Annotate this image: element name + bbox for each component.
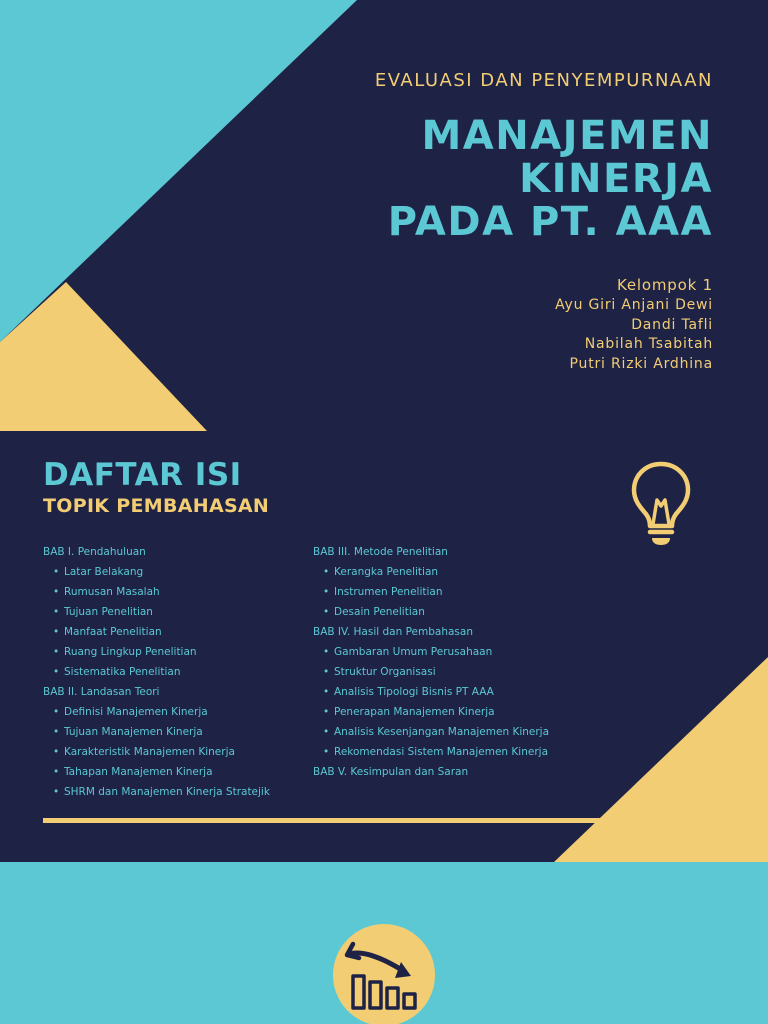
toc-entry-text: BAB V. Kesimpulan dan Saran	[313, 766, 469, 778]
toc-item	[313, 702, 549, 722]
lightbulb-icon	[630, 460, 692, 548]
toc-item	[43, 762, 270, 782]
toc-item	[313, 642, 549, 662]
bullet-icon: •	[53, 666, 60, 678]
toc-entry-text: Kerangka Penelitian	[334, 566, 439, 578]
toc-entry-text: Tahapan Manajemen Kinerja	[64, 766, 213, 778]
toc-entry-text: Desain Penelitian	[334, 606, 425, 618]
member-name: Dandi Tafli	[631, 316, 713, 333]
cover-title	[375, 115, 713, 244]
toc-entry-text: Definisi Manajemen Kinerja	[64, 706, 208, 718]
toc-entry-text: SHRM dan Manajemen Kinerja Stratejik	[64, 786, 270, 798]
bullet-icon: •	[323, 726, 330, 738]
underline-bar	[43, 818, 603, 823]
bullet-icon: •	[323, 586, 330, 598]
bullet-icon: •	[53, 726, 60, 738]
toc-item	[43, 742, 270, 762]
growth-chart-icon	[333, 924, 435, 1024]
toc-entry-text: Rumusan Masalah	[64, 586, 160, 598]
group-label: Kelompok 1	[617, 276, 713, 294]
toc-item	[43, 622, 270, 642]
toc-chapter	[43, 682, 270, 702]
toc-entry-text: Penerapan Manajemen Kinerja	[334, 706, 495, 718]
toc-item	[313, 722, 549, 742]
toc-chapter	[313, 542, 549, 562]
bullet-icon: •	[53, 566, 60, 578]
member-name: Ayu Giri Anjani Dewi	[555, 297, 713, 313]
bullet-icon: •	[53, 606, 60, 618]
toc-entry-text: Tujuan Penelitian	[64, 606, 153, 618]
toc-entry-text: BAB IV. Hasil dan Pembahasan	[313, 626, 473, 638]
cover-subtitle: EVALUASI DAN PENYEMPURNAAN	[374, 70, 713, 91]
toc-item	[43, 662, 270, 682]
member-name: Nabilah Tsabitah	[584, 336, 713, 352]
toc-item	[43, 782, 270, 802]
cover-title-line-3: PADA PT. AAA	[387, 199, 713, 245]
toc-heading	[43, 456, 269, 518]
toc-item	[313, 682, 549, 702]
cover-title-line-1: MANAJEMEN	[421, 113, 713, 159]
toc-entry-text: Rekomendasi Sistem Manajemen Kinerja	[334, 746, 549, 758]
toc-entry-text: Tujuan Manajemen Kinerja	[64, 726, 203, 738]
cover-title-line-2: KINERJA	[519, 156, 713, 202]
toc-item	[313, 562, 549, 582]
member-name: Putri Rizki Ardhina	[569, 355, 713, 372]
toc-item	[313, 602, 549, 622]
bullet-icon: •	[53, 706, 60, 718]
section-divider	[0, 431, 768, 437]
toc-entry-text: BAB I. Pendahuluan	[43, 546, 146, 558]
toc-item	[313, 662, 549, 682]
toc-chapter	[313, 622, 549, 642]
toc-chapter	[313, 762, 549, 782]
bullet-icon: •	[53, 786, 60, 798]
toc-item	[313, 582, 549, 602]
bullet-icon: •	[323, 606, 330, 618]
bullet-icon: •	[53, 586, 60, 598]
toc-item	[43, 702, 270, 722]
toc-chapter	[43, 542, 270, 562]
toc-entry-text: Ruang Lingkup Penelitian	[64, 646, 197, 658]
toc-entry-text: Gambaran Umum Perusahaan	[334, 646, 493, 658]
toc-entry-text: Sistematika Penelitian	[64, 666, 181, 678]
toc-item	[43, 562, 270, 582]
toc-subtitle: TOPIK PEMBAHASAN	[43, 495, 270, 517]
toc-entry-text: Analisis Tipologi Bisnis PT AAA	[334, 686, 494, 698]
toc-entry-text: Latar Belakang	[64, 566, 144, 578]
bullet-icon: •	[323, 566, 330, 578]
bullet-icon: •	[53, 746, 60, 758]
toc-item	[43, 582, 270, 602]
toc-item	[313, 742, 549, 762]
toc-right-column	[313, 542, 549, 782]
toc-item	[43, 642, 270, 662]
bullet-icon: •	[53, 766, 60, 778]
bullet-icon: •	[53, 626, 60, 638]
toc-entry-text: Instrumen Penelitian	[334, 586, 443, 598]
group-info	[375, 274, 713, 374]
toc-item	[43, 722, 270, 742]
toc-entry-text: Analisis Kesenjangan Manajemen Kinerja	[334, 726, 550, 738]
toc-entry-text: Manfaat Penelitian	[64, 626, 162, 638]
bullet-icon: •	[53, 646, 60, 658]
bullet-icon: •	[323, 646, 330, 658]
bullet-icon: •	[323, 666, 330, 678]
cover-block	[375, 70, 713, 374]
bullet-icon: •	[323, 706, 330, 718]
toc-entry-text: BAB III. Metode Penelitian	[313, 546, 448, 558]
toc-title: DAFTAR ISI	[43, 457, 242, 493]
toc-entry-text: Karakteristik Manajemen Kinerja	[64, 746, 235, 758]
bullet-icon: •	[323, 686, 330, 698]
toc-entry-text: Struktur Organisasi	[334, 666, 436, 678]
toc-item	[43, 602, 270, 622]
toc-left-column	[43, 542, 270, 802]
bullet-icon: •	[323, 746, 330, 758]
toc-entry-text: BAB II. Landasan Teori	[43, 686, 160, 698]
